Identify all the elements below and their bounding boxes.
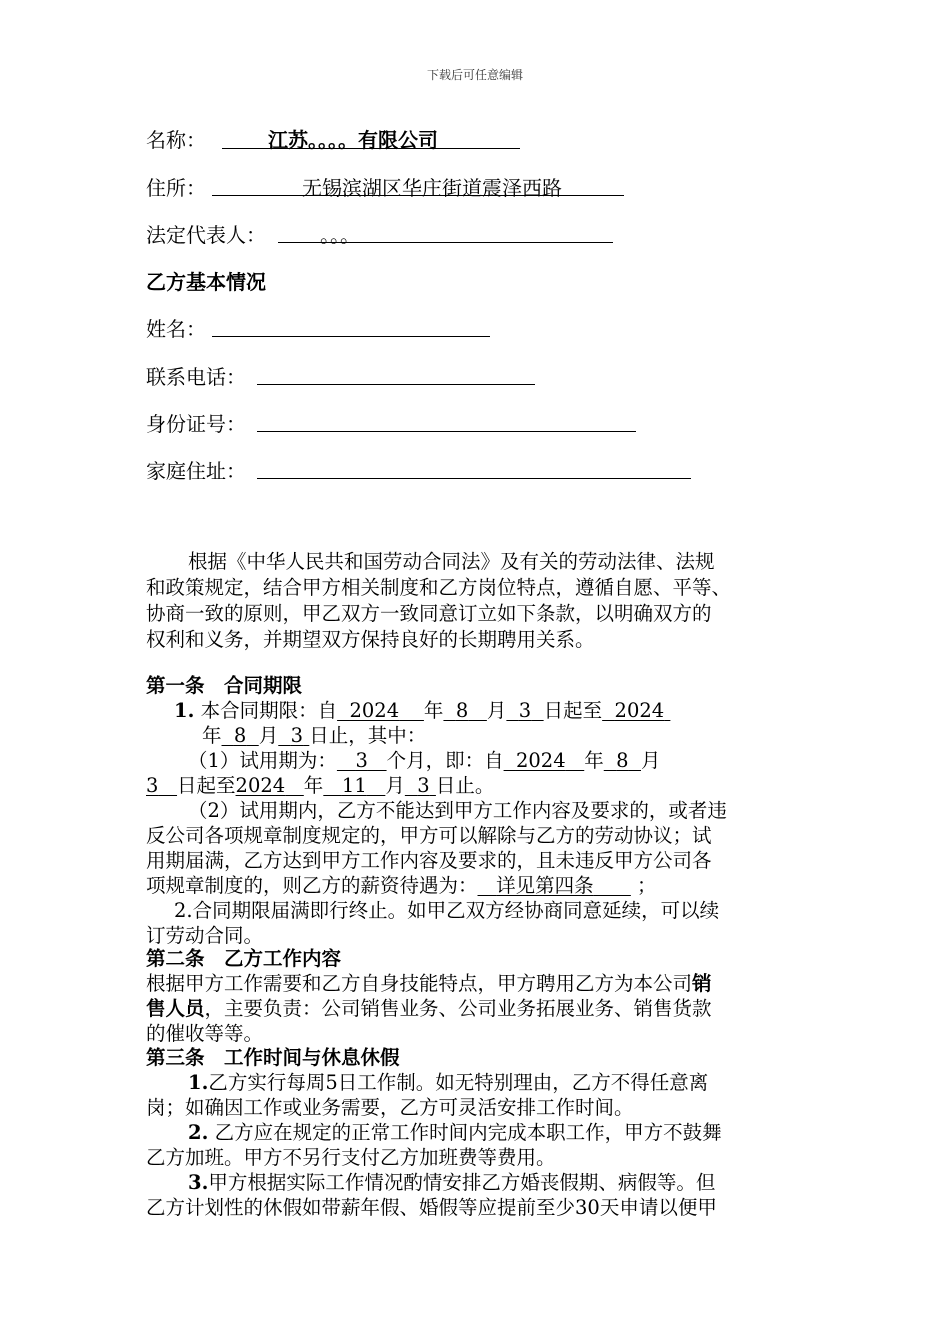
trial-para-line-2: 反公司各项规章制度规定的，甲方可以解除与乙方的劳动协议；试 — [146, 824, 712, 847]
term-item-2-line-2: 订劳动合同。 — [146, 924, 264, 947]
page-header-note: 下载后可任意编辑 — [426, 68, 523, 82]
phone-label: 联系电话： — [146, 365, 246, 389]
name-field-line — [212, 336, 490, 337]
trial-end-year: 2024 — [235, 774, 286, 797]
trial-end-month: 11 — [341, 774, 367, 797]
party-b-heading: 乙方基本情况 — [146, 270, 266, 294]
id-number-label: 身份证号： — [146, 412, 246, 436]
name-label: 姓名： — [146, 317, 206, 341]
article-3-title: 第三条 工作时间与休息休假 — [146, 1046, 400, 1069]
article-3-item-2-line-2: 乙方加班。甲方不另行支付乙方加班费等费用。 — [146, 1146, 556, 1169]
trial-end-day: 3 — [417, 774, 430, 797]
home-address-label: 家庭住址： — [146, 459, 246, 483]
start-month: 8 — [455, 699, 469, 722]
salary-reference: 详见第四条 — [496, 874, 594, 897]
intro-line-2: 和政策规定，结合甲方相关制度和乙方岗位特点，遵循自愿、平等、 — [146, 576, 732, 599]
job-position: 售人员 — [146, 997, 205, 1020]
article-1-title: 第一条 合同期限 — [146, 674, 303, 697]
end-year: 2024 — [614, 699, 665, 722]
term-line-2: 年 8 月 3 日止，其中： — [202, 724, 427, 747]
end-month: 8 — [233, 724, 247, 747]
trial-para-line-4: 项规章制度的，则乙方的薪资待遇为： 详见第四条 ； — [146, 874, 657, 897]
trial-line-1: （1）试用期为： 3 个月，即：自 2024 年 8 月 — [188, 749, 661, 772]
trial-para-line-1: （2）试用期内，乙方不能达到甲方工作内容及要求的，或者违 — [188, 799, 727, 822]
term-item-2-line-1: 2.合同期限届满即行终止。如甲乙双方经协商同意延续，可以续 — [174, 899, 720, 922]
term-line-1: 1. 本合同期限：自 2024 年 8 月 3 日起至 2024 — [174, 699, 670, 723]
article-2-line-3: 的催收等等。 — [146, 1022, 264, 1045]
start-year: 2024 — [349, 699, 400, 722]
intro-line-3: 协商一致的原则，甲乙双方一致同意订立如下条款，以明确双方的 — [146, 602, 712, 625]
article-2-line-2: 售人员，主要负责：公司销售业务、公司业务拓展业务、销售货款 — [146, 997, 712, 1020]
article-3-item-3-line-1: 3.甲方根据实际工作情况酌情安排乙方婚丧假期、病假等。但 — [188, 1171, 716, 1194]
intro-line-4: 权利和义务，并期望双方保持良好的长期聘用关系。 — [146, 628, 595, 651]
intro-line-1: 根据《中华人民共和国劳动合同法》及有关的劳动法律、法规 — [188, 550, 715, 573]
phone-field-line — [257, 384, 535, 385]
end-day: 3 — [290, 724, 304, 747]
article-2-line-1: 根据甲方工作需要和乙方自身技能特点，甲方聘用乙方为本公司销 — [146, 972, 712, 995]
trial-start-day: 3 — [146, 774, 159, 797]
trial-para-line-3: 用期届满，乙方达到甲方工作内容及要求的，且未违反甲方公司各 — [146, 849, 712, 872]
address-label: 住所： — [146, 176, 206, 200]
home-address-field-line — [257, 478, 691, 479]
start-day: 3 — [518, 699, 532, 722]
company-name-label: 名称： — [146, 128, 206, 152]
trial-start-year: 2024 — [515, 749, 566, 772]
trial-line-2: 3 日起至2024 年 11 月 3 日止。 — [146, 774, 495, 797]
item-number: 1. — [174, 699, 195, 722]
article-3-item-2-line-1: 2. 乙方应在规定的正常工作时间内完成本职工作，甲方不鼓舞 — [188, 1121, 722, 1144]
id-number-field-line — [257, 431, 636, 432]
legal-rep-label: 法定代表人： — [146, 223, 266, 247]
trial-months: 3 — [355, 749, 368, 772]
trial-start-month: 8 — [616, 749, 629, 772]
article-2-title: 第二条 乙方工作内容 — [146, 947, 342, 970]
article-3-item-1-line-1: 1.乙方实行每周5日工作制。如无特别理由，乙方不得任意离 — [188, 1071, 709, 1094]
legal-rep-value: 。。。 — [320, 223, 360, 247]
address-value: 无锡滨湖区华庄街道震泽西路 — [302, 176, 562, 200]
article-3-item-3-line-2: 乙方计划性的休假如带薪年假、婚假等应提前至少30天申请以便甲 — [146, 1196, 717, 1219]
article-3-item-1-line-2: 岗；如确因工作或业务需要，乙方可灵活安排工作时间。 — [146, 1096, 634, 1119]
company-name-value: 江苏。。。。有限公司 — [268, 128, 438, 152]
